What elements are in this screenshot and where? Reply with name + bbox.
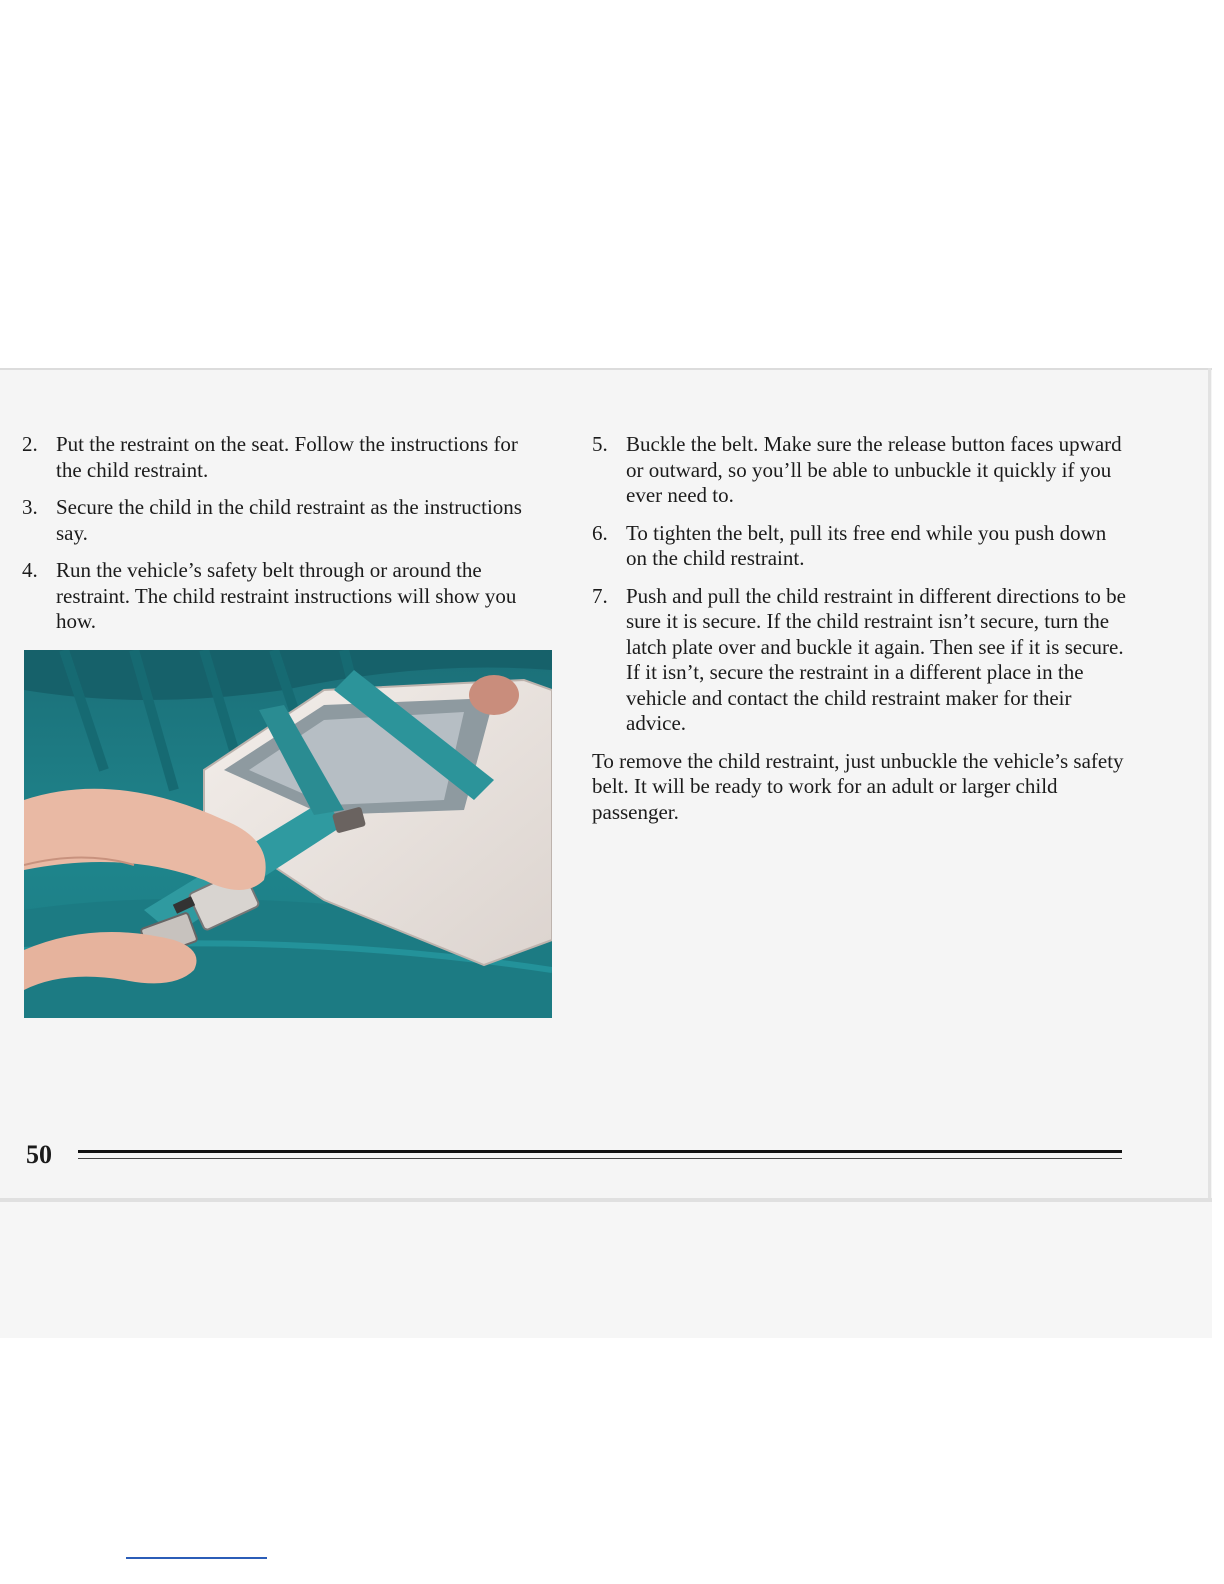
page-lower-band [0,1202,1212,1338]
right-column [592,432,1127,825]
step-list-right [592,432,1127,737]
page-top-edge [0,368,1212,370]
page-right-edge [1208,368,1211,1200]
page-number: 50 [26,1140,52,1169]
step-number: 7. [592,583,608,608]
footer-rule-thin [78,1158,1122,1159]
step-item [592,584,1127,737]
step-item [22,495,542,546]
closing-paragraph: To remove the child restraint, just unbuckle the vehicle’s safety belt. It will be ready to work for an adult or larger child passenger. [592,748,1124,824]
step-item [22,558,542,635]
step-number: 4. [22,558,38,582]
left-column [22,432,542,647]
step-text: To tighten the belt, pull its free end while you push down on the child restraint. [626,520,1107,570]
step-number: 6. [592,520,608,545]
step-text: Put the restraint on the seat. Follow the instructions for the child restraint. [56,432,518,482]
step-list-left [22,432,542,635]
page-bottom-edge [0,1198,1212,1202]
bottom-mark [126,1557,267,1559]
step-item [22,432,542,483]
step-item [592,521,1127,572]
step-item [592,432,1127,509]
step-text: Push and pull the child restraint in different directions to be sure it is secure. If the child restraint isn’t secure, turn the latch plate over and buckle it again. Then see if it is secure. If it isn’t, secure the restraint in a different place in the vehicle and contact the child restraint maker for their advice. [626,583,1127,735]
footer-rule [78,1150,1122,1153]
step-number: 2. [22,432,38,456]
step-number: 3. [22,495,38,519]
step-text: Run the vehicle’s safety belt through or around the restraint. The child restraint instructions will show you how. [56,558,517,633]
step-number: 5. [592,432,608,456]
step-text: Buckle the belt. Make sure the release button faces upward or outward, so you’ll be able to unbuckle it quickly if you ever need to. [626,432,1122,507]
step-text: Secure the child in the child restraint as the instructions say. [56,495,522,545]
child-restraint-illustration [24,650,552,1018]
